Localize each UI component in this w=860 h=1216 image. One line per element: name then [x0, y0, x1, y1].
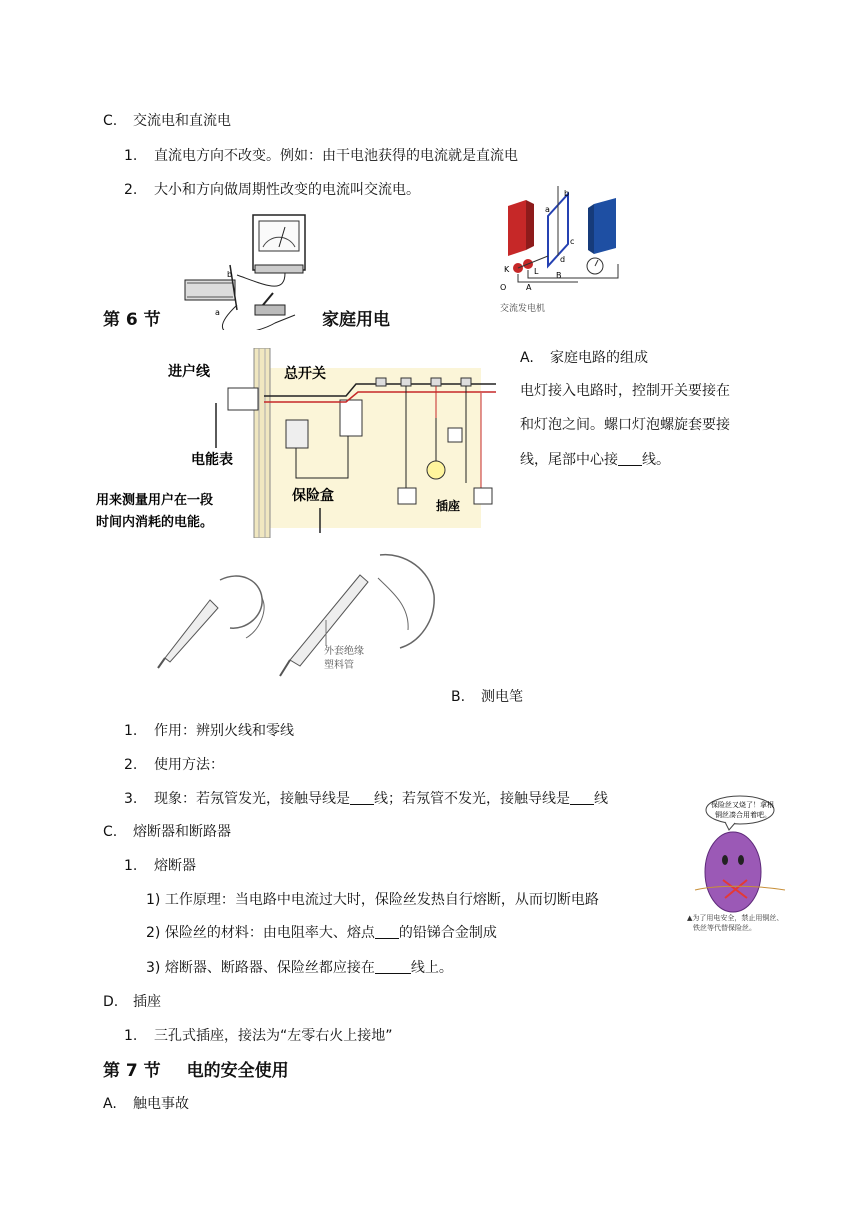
fill-blank: [570, 790, 594, 805]
list-text: 线；若氖管不发光，接触导线是: [374, 791, 570, 807]
list-text: 使用方法：: [154, 757, 224, 773]
section-6-number: 第 6 节: [103, 310, 161, 330]
ac-generator-figure: [498, 186, 628, 316]
fill-blank: [375, 924, 399, 939]
label-b: b: [227, 270, 233, 279]
list-text: 作用：辨别火线和零线: [154, 723, 294, 739]
label-o: O: [500, 283, 507, 292]
sub-text: 线上。: [410, 960, 453, 976]
in-line-label: 进户线: [168, 364, 210, 380]
paragraph-line: [520, 449, 670, 469]
sub-text: 熔断器、断路器、保险丝都应接在: [164, 960, 375, 976]
sub-list-item: [146, 889, 599, 909]
label-l: L: [534, 267, 539, 276]
section-title: 触电事故: [133, 1096, 189, 1112]
label-a2: A: [526, 283, 532, 292]
section-title: 插座: [133, 994, 161, 1010]
pen-label-line1: 外套绝缘: [324, 646, 364, 657]
section-title: 交流电和直流电: [133, 113, 231, 129]
household-circuit-figure: [96, 348, 511, 538]
meter-label: 电能表: [191, 452, 233, 468]
generator-caption: 交流发电机: [500, 304, 546, 314]
label-b2: B: [556, 271, 562, 280]
cartoon-caption-line2: 铁丝等代替保险丝。: [693, 924, 756, 932]
sub-list-item: [146, 957, 453, 977]
sub-list-item: [146, 922, 497, 942]
section-7-number: 第 7 节: [103, 1061, 161, 1081]
section-title: 家庭电路的组成: [550, 350, 648, 366]
fill-blank: [375, 959, 411, 974]
label-d: d: [560, 255, 566, 264]
section-title: 熔断器和断路器: [133, 824, 231, 840]
list-marker: D.: [103, 994, 119, 1010]
bubble-line1: 保险丝又烧了！拿根: [711, 801, 774, 809]
list-marker: 3.: [124, 791, 138, 807]
list-item: [124, 754, 224, 774]
list-text: 直流电方向不改变。例如：由干电池获得的电流就是直流电: [154, 148, 518, 164]
list-marker: 2.: [124, 182, 138, 198]
list-marker: B.: [451, 689, 466, 705]
section-b-heading: [451, 686, 523, 706]
section-7-heading: [103, 1056, 289, 1081]
test-pen-figure: [150, 550, 450, 685]
section-c-heading: [103, 110, 231, 130]
label-b: b: [564, 189, 570, 198]
list-marker: 2.: [124, 757, 138, 773]
main-switch-label: 总开关: [284, 366, 326, 382]
label-k: K: [504, 265, 510, 274]
fill-blank: [350, 790, 374, 805]
paragraph-text: 和灯泡之间。螺口灯泡螺旋套要接: [520, 417, 730, 433]
label-a: a: [215, 308, 220, 317]
sub-text: 工作原理：当电路中电流过大时，保险丝发热自行熔断，从而切断电路: [164, 892, 599, 908]
list-item: [124, 788, 608, 808]
section-6a-heading: [520, 347, 648, 367]
section-title: 测电笔: [481, 689, 523, 705]
section-7a-heading: [103, 1093, 189, 1113]
sub-marker: 3): [146, 960, 161, 976]
cartoon-caption-line1: ▲为了用电安全，禁止用铜丝、: [687, 914, 784, 922]
paragraph-line: 电灯接入电路时，控制开关要接在: [520, 383, 730, 399]
list-item: [124, 1025, 393, 1045]
list-text: 现象：若氖管发光，接触导线是: [154, 791, 350, 807]
list-marker: 1.: [124, 148, 138, 164]
meter-note-line1: 用来测量用户在一段: [96, 493, 214, 508]
list-marker: 1.: [124, 1028, 138, 1044]
list-text: 熔断器: [154, 858, 196, 874]
fuse-box-label: 保险盒: [292, 488, 334, 504]
list-marker: C.: [103, 824, 118, 840]
list-text: 大小和方向做周期性改变的电流叫交流电。: [154, 182, 420, 198]
fill-blank: [618, 451, 642, 466]
sub-marker: 2): [146, 925, 161, 941]
socket-label: 插座: [436, 499, 461, 513]
section-d-heading: [103, 991, 161, 1011]
label-a: a: [545, 205, 550, 214]
list-marker: A.: [103, 1096, 117, 1112]
paragraph-text: 线。: [642, 452, 670, 468]
meter-note-line2: 时间内消耗的电能。: [96, 515, 214, 530]
label-c: c: [570, 237, 575, 246]
sub-text: 的铅锑合金制成: [398, 925, 497, 941]
section-c2-heading: [103, 821, 231, 841]
paragraph-line: [520, 414, 730, 434]
list-marker: C.: [103, 113, 118, 129]
section-6-title: 家庭用电: [322, 310, 390, 330]
list-text: 线: [594, 791, 608, 807]
paragraph-text: 线，尾部中心接: [520, 452, 618, 468]
list-text: 三孔式插座，接法为“左零右火上接地”: [154, 1028, 393, 1044]
fuse-cartoon-figure: [685, 790, 820, 935]
list-item: [124, 720, 294, 740]
section-7-title: 电的安全使用: [186, 1061, 289, 1081]
bubble-line2: 铜丝凑合用着吧。: [715, 811, 771, 819]
pen-label-line2: 塑料管: [324, 660, 354, 671]
sub-text: 保险丝的材料：由电阻率大、熔点: [164, 925, 375, 941]
list-marker: 1.: [124, 858, 138, 874]
list-item: [124, 145, 518, 165]
list-item: [124, 179, 420, 199]
induction-figure: [175, 205, 325, 330]
list-marker: A.: [520, 350, 534, 366]
list-marker: 1.: [124, 723, 138, 739]
list-item: [124, 855, 196, 875]
sub-marker: 1): [146, 892, 161, 908]
